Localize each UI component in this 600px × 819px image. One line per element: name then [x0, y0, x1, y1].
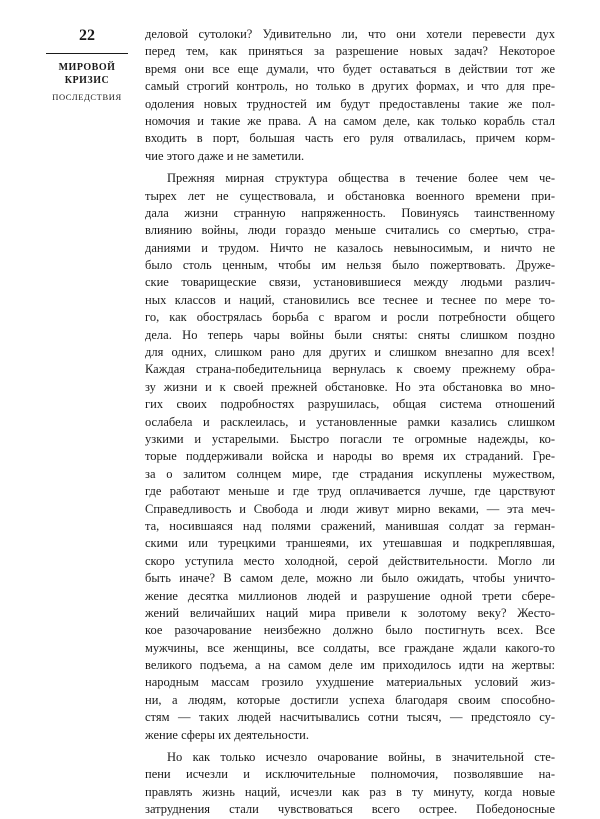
section-title: ПОСЛЕДСТВИЯ [52, 92, 122, 102]
text-line: время они все еще думали, что будет оставаться в действии тот же [145, 61, 555, 76]
text-line: гих своих подробностях разрушилась, общая система отношений [145, 397, 555, 412]
text-line: самый строгий контроль, но только в других формах, и что для пре- [145, 79, 555, 94]
text-line: народным массам грозило ухудшение материальных условий жиз- [145, 675, 555, 690]
text-line: ни, а людям, которые достигли успеха благодаря своим способно- [145, 692, 555, 707]
text-line: дела. Но теперь чары войны были сняты: сняты слишком поздно [145, 327, 555, 342]
paragraph [145, 749, 555, 819]
paragraph [145, 170, 555, 744]
text-line: чие этого даже и не заметили. [145, 148, 305, 163]
text-line: номочия и такие же права. А на самом деле, как только корабль стал [145, 113, 555, 128]
text-line: та, носившаяся над полями сражений, манившая солдат за герман- [145, 518, 555, 533]
chapter-title-line: МИРОВОЙ [58, 62, 116, 73]
text-line: жений величайших наций мира привели к золотому веку? Жесто- [145, 605, 555, 620]
text-line: жение десятка миллионов людей и разрушение одной трети сбере- [145, 588, 555, 603]
paragraph [145, 26, 555, 165]
header-rule [46, 53, 128, 54]
text-line: Прежняя мирная структура общества в течение более чем че- [167, 171, 555, 186]
text-line: затруднения стали чувствоваться всего острее. Победоносные [145, 802, 555, 817]
text-line: узкими и устарелыми. Быстро погасли те огромные надежды, ко- [145, 431, 555, 446]
body-text [145, 26, 555, 819]
text-line: Справедливость и Свобода и люди живут мирно веками, — эта меч- [145, 501, 555, 516]
text-line: было столь ценным, чтобы им нельзя было пожертвовать. Друже- [145, 258, 555, 273]
text-line: за о залитом солнцем мире, где страдания искуплены мужеством, [145, 466, 555, 481]
text-line: кое разочарование неизбежно должно было постигнуть всех. Все [145, 623, 555, 638]
page-number: 22 [79, 27, 95, 44]
chapter-title-line: КРИЗИС [64, 75, 110, 86]
text-line: ных классов и наций, становились все теснее и теснее по мере то- [145, 292, 555, 307]
page-header-sidebar [44, 26, 130, 103]
text-line: дала жизни странную напряженность. Повинуясь таинственному [145, 205, 555, 220]
text-line: даниями и трудом. Ничто не казалось невыносимым, и ничто не [145, 240, 555, 255]
text-line: торые поддерживали войска и народы во время их страданий. Гре- [145, 449, 555, 464]
text-line: ослабела и расклеилась, и установленные рамки казались слишком [145, 414, 555, 429]
text-line: быть иначе? В самом деле, можно ли было ожидать, чтобы уничто- [145, 571, 555, 586]
text-line: скими или турецкими траншеями, их утешавшая и подкреплявшая, [145, 536, 555, 551]
text-line: тырех лет не существовала, и обстановка военного времени при- [145, 188, 555, 203]
text-line: входить в порт, большая часть его руля отвалилась, причем корм- [145, 131, 555, 146]
text-line: стям — таких людей насчитывались сотни тысяч, — предстояло су- [145, 710, 555, 725]
text-line: мужчины, все женщины, все солдаты, все граждане ждали какого-то [145, 640, 555, 655]
text-line: великого подъема, а на самом деле им приходилось идти на жертвы: [145, 658, 555, 673]
text-line: ские товарищеские связи, установившиеся между людьми различ- [145, 275, 555, 290]
text-line: Но как только исчезло очарование войны, в значительной сте- [167, 750, 555, 765]
text-line: зу жизни и к своей прежней обстановке. Но эта обстановка во мно- [145, 379, 555, 394]
text-line: скоро уступила место холодной, серой действительности. Могло ли [145, 553, 555, 568]
text-line: правлять жизнь наций, исчезли как раз в ту минуту, когда новые [145, 784, 555, 799]
text-line: где работают меньше и где труд оплачивается лучше, где царствуют [145, 484, 555, 499]
text-line: го, как обострялась борьба с врагом и росли потребности общего [145, 310, 555, 325]
text-line: деловой сутолоки? Удивительно ли, что они хотели перевести дух [145, 27, 555, 41]
text-line: пени исчезли и исключительные полномочия, позволявшие на- [145, 767, 555, 782]
text-line: для одних, слишком рано для других и слишком внезапно для всех! [145, 345, 555, 360]
text-line: жение сферы их деятельности. [145, 727, 309, 742]
text-line: перед тем, как приняться за разрешение новых задач? Некоторое [145, 44, 555, 59]
chapter-title [44, 61, 130, 87]
text-line: одоления новых трудностей им будут предоставлены такие же пол- [145, 96, 555, 111]
text-line: Каждая страна-победительница вернулась к своему прежнему обра- [145, 362, 555, 377]
text-line: влиянию войны, люди гораздо меньше считались со смертью, стра- [145, 223, 555, 238]
